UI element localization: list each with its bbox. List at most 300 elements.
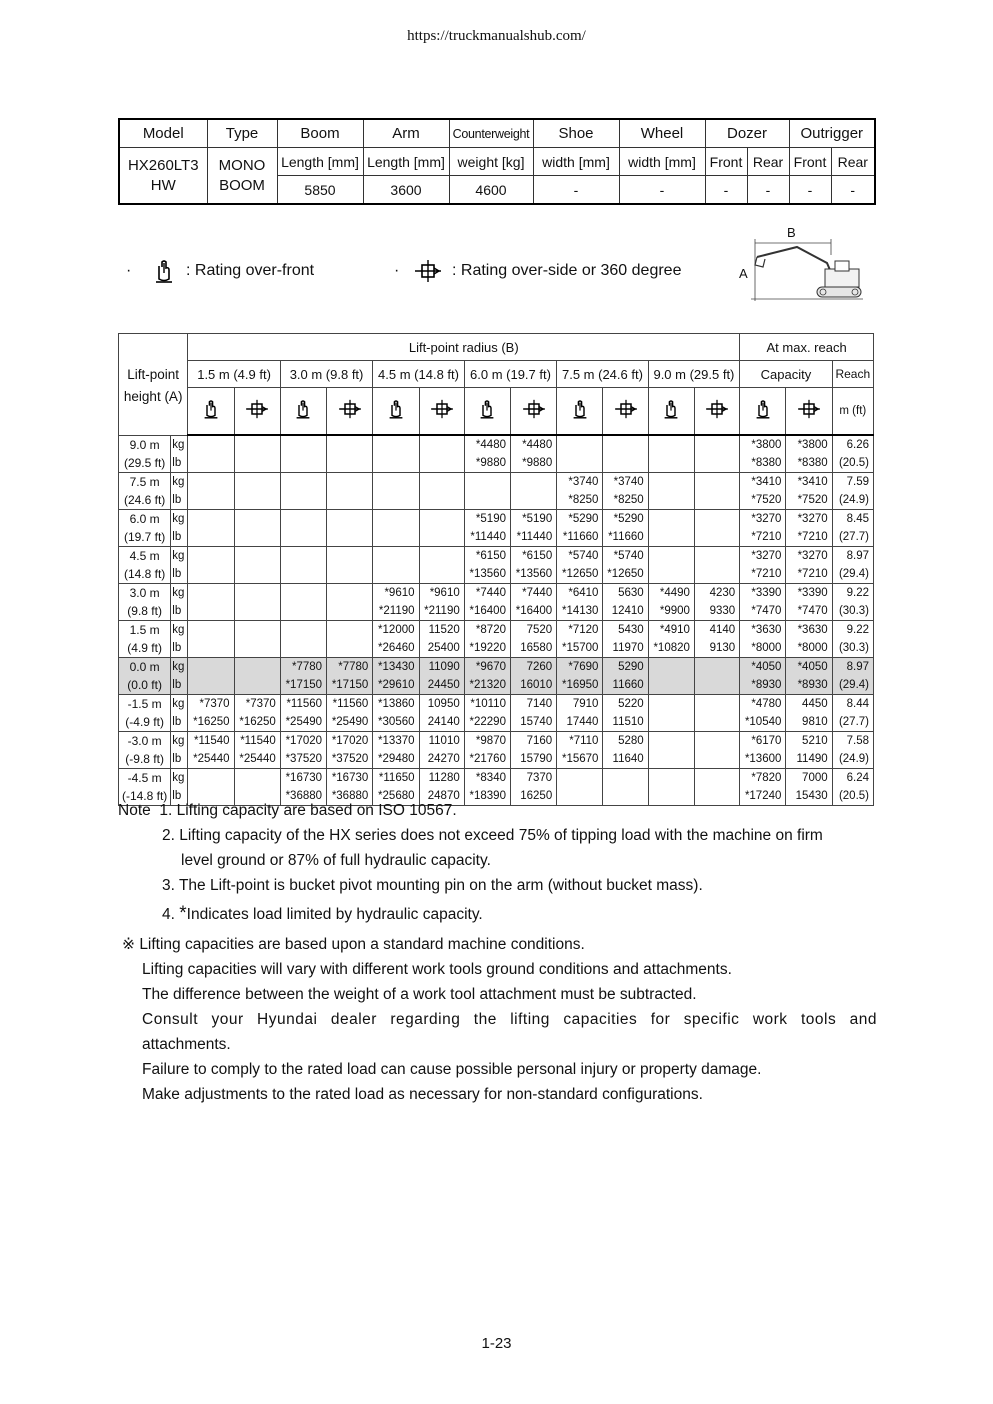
diagram-label-a: A xyxy=(739,266,748,281)
capacity-cell xyxy=(327,491,373,510)
capacity-cell: 9810 xyxy=(786,713,832,732)
capacity-cell xyxy=(694,769,739,788)
capacity-cell xyxy=(327,528,373,547)
capacity-cell: *3800 xyxy=(740,435,786,454)
height-ft-label: (-9.8 ft) xyxy=(119,750,171,769)
capacity-cell xyxy=(648,547,694,566)
capacity-cell xyxy=(419,510,464,529)
capacity-cell: 5430 xyxy=(603,621,648,640)
capacity-cell xyxy=(419,547,464,566)
capacity-cell: *11540 xyxy=(234,732,280,751)
capacity-cell xyxy=(234,676,280,695)
unit-label: lb xyxy=(171,491,188,510)
capacity-cell: *6150 xyxy=(464,547,510,566)
capacity-cell: *11660 xyxy=(557,528,603,547)
capacity-cell xyxy=(234,602,280,621)
capacity-cell: *3630 xyxy=(786,621,832,640)
over-side-icon xyxy=(786,388,832,436)
capacity-cell xyxy=(648,676,694,695)
radius-9-0m: 9.0 m (29.5 ft) xyxy=(648,361,739,388)
reach-cell: (20.5) xyxy=(832,454,873,473)
capacity-cell: 5220 xyxy=(603,695,648,714)
capacity-cell xyxy=(280,639,326,658)
lift-capacity-table xyxy=(118,333,874,806)
capacity-cell xyxy=(280,584,326,603)
diagram-label-b: B xyxy=(787,225,796,240)
reach-cell: (24.9) xyxy=(832,750,873,769)
capacity-cell: *10820 xyxy=(648,639,694,658)
reach-cell: 8.97 xyxy=(832,547,873,566)
height-m-label: 1.5 m xyxy=(119,621,171,640)
capacity-cell: *3270 xyxy=(740,547,786,566)
capacity-cell: *17020 xyxy=(280,732,326,751)
capacity-cell xyxy=(234,435,280,454)
unit-label: lb xyxy=(171,750,188,769)
unit-label: lb xyxy=(171,528,188,547)
capacity-cell: 15790 xyxy=(510,750,556,769)
capacity-cell xyxy=(280,602,326,621)
remark-6: Make adjustments to the rated load as necessary for non-standard configurations. xyxy=(142,1086,703,1103)
capacity-cell: 25400 xyxy=(419,639,464,658)
capacity-cell: *7780 xyxy=(327,658,373,677)
over-front-icon xyxy=(154,258,174,284)
capacity-cell: *37520 xyxy=(327,750,373,769)
unit-label: lb xyxy=(171,454,188,473)
spec-sub-outrigger-front: Front xyxy=(789,148,831,176)
capacity-cell xyxy=(694,658,739,677)
capacity-cell: *8340 xyxy=(464,769,510,788)
capacity-cell xyxy=(327,454,373,473)
excavator-icon xyxy=(735,225,875,305)
capacity-cell: *15700 xyxy=(557,639,603,658)
note-4-asterisk: * xyxy=(179,903,187,924)
capacity-cell: *7210 xyxy=(740,565,786,584)
capacity-cell: *17150 xyxy=(327,676,373,695)
height-ft-label: (0.0 ft) xyxy=(119,676,171,695)
over-front-icon xyxy=(464,388,510,436)
capacity-cell xyxy=(327,584,373,603)
reach-unit-header: m (ft) xyxy=(832,388,873,436)
capacity-cell xyxy=(648,732,694,751)
height-ft-label: (-4.9 ft) xyxy=(119,713,171,732)
capacity-cell: *9900 xyxy=(648,602,694,621)
legend-front-label: : Rating over-front xyxy=(186,262,315,279)
note-4-number: 4. xyxy=(162,906,175,923)
capacity-cell: *36880 xyxy=(327,787,373,806)
capacity-cell xyxy=(280,435,326,454)
unit-label: lb xyxy=(171,713,188,732)
page-number: 1-23 xyxy=(481,1335,512,1352)
capacity-cell: *16400 xyxy=(510,602,556,621)
spec-value-dozer-front: - xyxy=(705,176,747,205)
capacity-cell xyxy=(510,491,556,510)
note-3: 3. The Lift-point is bucket pivot mounting pin on the arm (without bucket mass). xyxy=(162,877,703,894)
note-prefix: Note xyxy=(118,802,151,819)
capacity-cell xyxy=(234,621,280,640)
capacity-cell: *9610 xyxy=(419,584,464,603)
max-reach-header: At max. reach xyxy=(740,334,874,361)
spec-header-shoe: Shoe xyxy=(533,119,619,148)
spec-model-line2: HW xyxy=(150,176,176,194)
capacity-cell: *3740 xyxy=(603,473,648,492)
unit-label: lb xyxy=(171,787,188,806)
capacity-cell: 11490 xyxy=(786,750,832,769)
capacity-cell xyxy=(234,769,280,788)
capacity-cell xyxy=(557,769,603,788)
note-1 xyxy=(118,798,878,823)
unit-label: kg xyxy=(171,435,188,454)
capacity-cell xyxy=(557,454,603,473)
unit-label: kg xyxy=(171,584,188,603)
capacity-cell xyxy=(327,602,373,621)
table-row xyxy=(119,510,874,529)
capacity-cell: 7370 xyxy=(510,769,556,788)
capacity-cell xyxy=(694,732,739,751)
capacity-cell: 24870 xyxy=(419,787,464,806)
capacity-cell xyxy=(419,565,464,584)
capacity-cell xyxy=(188,547,234,566)
spec-model-cell xyxy=(119,148,207,205)
remarks-section xyxy=(122,932,877,1107)
capacity-cell: *8930 xyxy=(786,676,832,695)
capacity-cell xyxy=(694,547,739,566)
capacity-cell: *7370 xyxy=(234,695,280,714)
spec-header-boom: Boom xyxy=(277,119,363,148)
radius-6-0m: 6.0 m (19.7 ft) xyxy=(464,361,556,388)
capacity-cell: *6410 xyxy=(557,584,603,603)
capacity-cell xyxy=(648,491,694,510)
capacity-cell: *8380 xyxy=(740,454,786,473)
capacity-cell xyxy=(280,528,326,547)
height-m-label: 6.0 m xyxy=(119,510,171,529)
capacity-cell: 4140 xyxy=(694,621,739,640)
capacity-cell: *11440 xyxy=(510,528,556,547)
capacity-cell xyxy=(373,510,419,529)
unit-label: kg xyxy=(171,769,188,788)
capacity-cell xyxy=(419,435,464,454)
capacity-cell: *8380 xyxy=(786,454,832,473)
capacity-cell: *10110 xyxy=(464,695,510,714)
capacity-cell: 11280 xyxy=(419,769,464,788)
capacity-cell: *11650 xyxy=(373,769,419,788)
capacity-cell xyxy=(280,621,326,640)
capacity-cell xyxy=(327,510,373,529)
height-ft-label: (4.9 ft) xyxy=(119,639,171,658)
capacity-cell: 11970 xyxy=(603,639,648,658)
capacity-cell: 7910 xyxy=(557,695,603,714)
capacity-cell: 11660 xyxy=(603,676,648,695)
spec-sub-outrigger-rear: Rear xyxy=(831,148,875,176)
height-m-label: 4.5 m xyxy=(119,547,171,566)
capacity-cell xyxy=(373,565,419,584)
capacity-cell: *11540 xyxy=(188,732,234,751)
unit-label: lb xyxy=(171,602,188,621)
reach-cell: 6.24 xyxy=(832,769,873,788)
capacity-cell: 10950 xyxy=(419,695,464,714)
capacity-cell: 11510 xyxy=(603,713,648,732)
capacity-cell xyxy=(603,769,648,788)
capacity-cell: *26460 xyxy=(373,639,419,658)
capacity-cell: *7470 xyxy=(786,602,832,621)
capacity-cell: *7780 xyxy=(280,658,326,677)
capacity-cell: *4480 xyxy=(510,435,556,454)
legend-side-label: : Rating over-side or 360 degree xyxy=(452,262,682,279)
remark-symbol: ※ xyxy=(122,936,135,953)
table-row xyxy=(119,602,874,621)
capacity-cell: *3270 xyxy=(740,510,786,529)
capacity-cell: *11560 xyxy=(280,695,326,714)
capacity-cell: *3800 xyxy=(786,435,832,454)
capacity-cell: *13560 xyxy=(464,565,510,584)
capacity-cell: 7140 xyxy=(510,695,556,714)
capacity-cell xyxy=(648,473,694,492)
table-row xyxy=(119,528,874,547)
capacity-cell: *25680 xyxy=(373,787,419,806)
capacity-header: Capacity xyxy=(740,361,832,388)
table-row xyxy=(119,732,874,751)
capacity-cell: 5630 xyxy=(603,584,648,603)
capacity-cell xyxy=(234,473,280,492)
spec-value-counterweight: 4600 xyxy=(449,176,533,205)
capacity-cell: 24270 xyxy=(419,750,464,769)
over-side-icon xyxy=(234,388,280,436)
table-row xyxy=(119,473,874,492)
spec-value-arm: 3600 xyxy=(363,176,449,205)
height-ft-label: (-14.8 ft) xyxy=(119,787,171,806)
capacity-cell xyxy=(694,473,739,492)
capacity-cell: *12000 xyxy=(373,621,419,640)
height-m-label: 0.0 m xyxy=(119,658,171,677)
reach-cell: 9.22 xyxy=(832,621,873,640)
capacity-cell: *25490 xyxy=(327,713,373,732)
table-row xyxy=(119,547,874,566)
capacity-cell: *9670 xyxy=(464,658,510,677)
height-m-label: 9.0 m xyxy=(119,435,171,454)
height-ft-label: (29.5 ft) xyxy=(119,454,171,473)
capacity-cell xyxy=(373,435,419,454)
reach-cell: (27.7) xyxy=(832,713,873,732)
capacity-cell xyxy=(234,658,280,677)
table-row xyxy=(119,435,874,454)
capacity-cell xyxy=(188,584,234,603)
spec-value-outrigger-front: - xyxy=(789,176,831,205)
capacity-cell xyxy=(603,454,648,473)
capacity-cell: *16730 xyxy=(327,769,373,788)
capacity-cell: 11640 xyxy=(603,750,648,769)
capacity-cell xyxy=(648,510,694,529)
capacity-cell: *3270 xyxy=(786,510,832,529)
capacity-cell xyxy=(234,510,280,529)
capacity-cell: *5740 xyxy=(557,547,603,566)
capacity-cell: *29610 xyxy=(373,676,419,695)
capacity-cell: *4490 xyxy=(648,584,694,603)
radius-7-5m: 7.5 m (24.6 ft) xyxy=(557,361,648,388)
capacity-cell: *10540 xyxy=(740,713,786,732)
capacity-cell: *7520 xyxy=(740,491,786,510)
notes-section xyxy=(118,798,878,927)
unit-label: kg xyxy=(171,695,188,714)
table-row xyxy=(119,584,874,603)
capacity-cell xyxy=(327,565,373,584)
capacity-cell xyxy=(280,510,326,529)
note-2-line2: level ground or 87% of full hydraulic capacity. xyxy=(181,852,491,869)
capacity-cell xyxy=(234,454,280,473)
reach-cell: (29.4) xyxy=(832,565,873,584)
capacity-cell: *15670 xyxy=(557,750,603,769)
capacity-cell: *8930 xyxy=(740,676,786,695)
capacity-cell xyxy=(280,547,326,566)
capacity-cell xyxy=(464,473,510,492)
capacity-cell: *4480 xyxy=(464,435,510,454)
capacity-cell: *8720 xyxy=(464,621,510,640)
unit-label: kg xyxy=(171,621,188,640)
unit-label: kg xyxy=(171,510,188,529)
spec-header-type: Type xyxy=(207,119,277,148)
reach-cell: (20.5) xyxy=(832,787,873,806)
capacity-cell: *30560 xyxy=(373,713,419,732)
capacity-cell xyxy=(234,547,280,566)
capacity-cell xyxy=(694,750,739,769)
capacity-cell: *9610 xyxy=(373,584,419,603)
capacity-cell: 4450 xyxy=(786,695,832,714)
capacity-cell xyxy=(694,491,739,510)
reach-cell: 8.44 xyxy=(832,695,873,714)
capacity-cell: *16730 xyxy=(280,769,326,788)
capacity-cell: 15430 xyxy=(786,787,832,806)
capacity-cell xyxy=(327,435,373,454)
capacity-cell: *3410 xyxy=(740,473,786,492)
capacity-cell: *13430 xyxy=(373,658,419,677)
capacity-cell: *11660 xyxy=(603,528,648,547)
capacity-cell: *21190 xyxy=(373,602,419,621)
capacity-cell: *16250 xyxy=(234,713,280,732)
over-side-icon xyxy=(327,388,373,436)
capacity-cell xyxy=(234,491,280,510)
capacity-cell: *11560 xyxy=(327,695,373,714)
capacity-cell xyxy=(694,454,739,473)
capacity-cell: 24140 xyxy=(419,713,464,732)
spec-header-arm: Arm xyxy=(363,119,449,148)
spec-value-boom: 5850 xyxy=(277,176,363,205)
capacity-cell xyxy=(188,676,234,695)
capacity-cell: *8250 xyxy=(603,491,648,510)
unit-label: kg xyxy=(171,473,188,492)
capacity-cell xyxy=(694,676,739,695)
capacity-cell: *25440 xyxy=(234,750,280,769)
height-ft-label: (19.7 ft) xyxy=(119,528,171,547)
capacity-cell xyxy=(419,491,464,510)
spec-type-line2: BOOM xyxy=(219,176,265,194)
spec-value-dozer-rear: - xyxy=(747,176,789,205)
capacity-cell: *16950 xyxy=(557,676,603,695)
capacity-cell: *36880 xyxy=(280,787,326,806)
capacity-cell: *7440 xyxy=(464,584,510,603)
spec-header-model: Model xyxy=(119,119,207,148)
unit-label: lb xyxy=(171,676,188,695)
capacity-cell xyxy=(188,491,234,510)
capacity-cell: *9870 xyxy=(464,732,510,751)
table-row xyxy=(119,769,874,788)
note-2-line1: 2. Lifting capacity of the HX series does not exceed 75% of tipping load with the machine on firm xyxy=(162,827,823,844)
capacity-cell xyxy=(510,473,556,492)
capacity-cell: *7520 xyxy=(786,491,832,510)
capacity-cell: *8250 xyxy=(557,491,603,510)
liftpoint-height-header: Lift-point height (A) xyxy=(119,334,188,436)
capacity-cell xyxy=(694,435,739,454)
capacity-cell xyxy=(419,454,464,473)
capacity-cell: 16010 xyxy=(510,676,556,695)
height-ft-label: (9.8 ft) xyxy=(119,602,171,621)
capacity-cell xyxy=(464,491,510,510)
capacity-cell: *4050 xyxy=(740,658,786,677)
capacity-cell: *21190 xyxy=(419,602,464,621)
capacity-cell: *11440 xyxy=(464,528,510,547)
spec-header-wheel: Wheel xyxy=(619,119,705,148)
spec-header-counterweight: Counterweight xyxy=(449,119,533,148)
capacity-cell: *8000 xyxy=(786,639,832,658)
reach-cell: 6.26 xyxy=(832,435,873,454)
unit-label: kg xyxy=(171,658,188,677)
over-front-icon xyxy=(557,388,603,436)
capacity-cell: *22290 xyxy=(464,713,510,732)
remark-1 xyxy=(122,932,877,957)
over-side-icon xyxy=(510,388,556,436)
capacity-cell: *5740 xyxy=(603,547,648,566)
capacity-cell xyxy=(280,491,326,510)
capacity-cell xyxy=(603,435,648,454)
capacity-cell: *19220 xyxy=(464,639,510,658)
note-4 xyxy=(118,901,878,927)
capacity-cell xyxy=(648,769,694,788)
spec-type-line1: MONO xyxy=(218,156,266,174)
reach-cell: 7.59 xyxy=(832,473,873,492)
table-row xyxy=(119,713,874,732)
note-4-text: Indicates load limited by hydraulic capacity. xyxy=(186,906,483,923)
capacity-cell xyxy=(694,713,739,732)
note-1-text: 1. Lifting capacity are based on ISO 10567. xyxy=(159,802,457,819)
capacity-cell xyxy=(280,454,326,473)
height-ft-label: (14.8 ft) xyxy=(119,565,171,584)
unit-label: kg xyxy=(171,732,188,751)
radius-1-5m: 1.5 m (4.9 ft) xyxy=(188,361,280,388)
capacity-cell: *13860 xyxy=(373,695,419,714)
capacity-cell xyxy=(188,473,234,492)
capacity-cell: *5190 xyxy=(510,510,556,529)
over-front-icon xyxy=(188,388,234,436)
source-url[interactable]: https://truckmanualshub.com/ xyxy=(407,28,586,44)
capacity-cell xyxy=(648,658,694,677)
capacity-cell xyxy=(280,473,326,492)
legend-bullet-2: · xyxy=(394,262,400,279)
height-m-label: -3.0 m xyxy=(119,732,171,751)
capacity-cell: 16250 xyxy=(510,787,556,806)
capacity-cell: *7120 xyxy=(557,621,603,640)
remark-4-line1: Consult your Hyundai dealer regarding the lifting capacities for specific work tools and xyxy=(142,1011,877,1028)
over-front-icon xyxy=(648,388,694,436)
capacity-cell: *3630 xyxy=(740,621,786,640)
capacity-cell: *25490 xyxy=(280,713,326,732)
height-ft-label: (24.6 ft) xyxy=(119,491,171,510)
capacity-cell: *5190 xyxy=(464,510,510,529)
spec-header-dozer: Dozer xyxy=(705,119,789,148)
capacity-cell: 5210 xyxy=(786,732,832,751)
capacity-cell: *16400 xyxy=(464,602,510,621)
capacity-cell: *7690 xyxy=(557,658,603,677)
capacity-cell xyxy=(648,750,694,769)
capacity-cell: *7210 xyxy=(786,565,832,584)
radius-4-5m: 4.5 m (14.8 ft) xyxy=(373,361,464,388)
capacity-cell: *7470 xyxy=(740,602,786,621)
